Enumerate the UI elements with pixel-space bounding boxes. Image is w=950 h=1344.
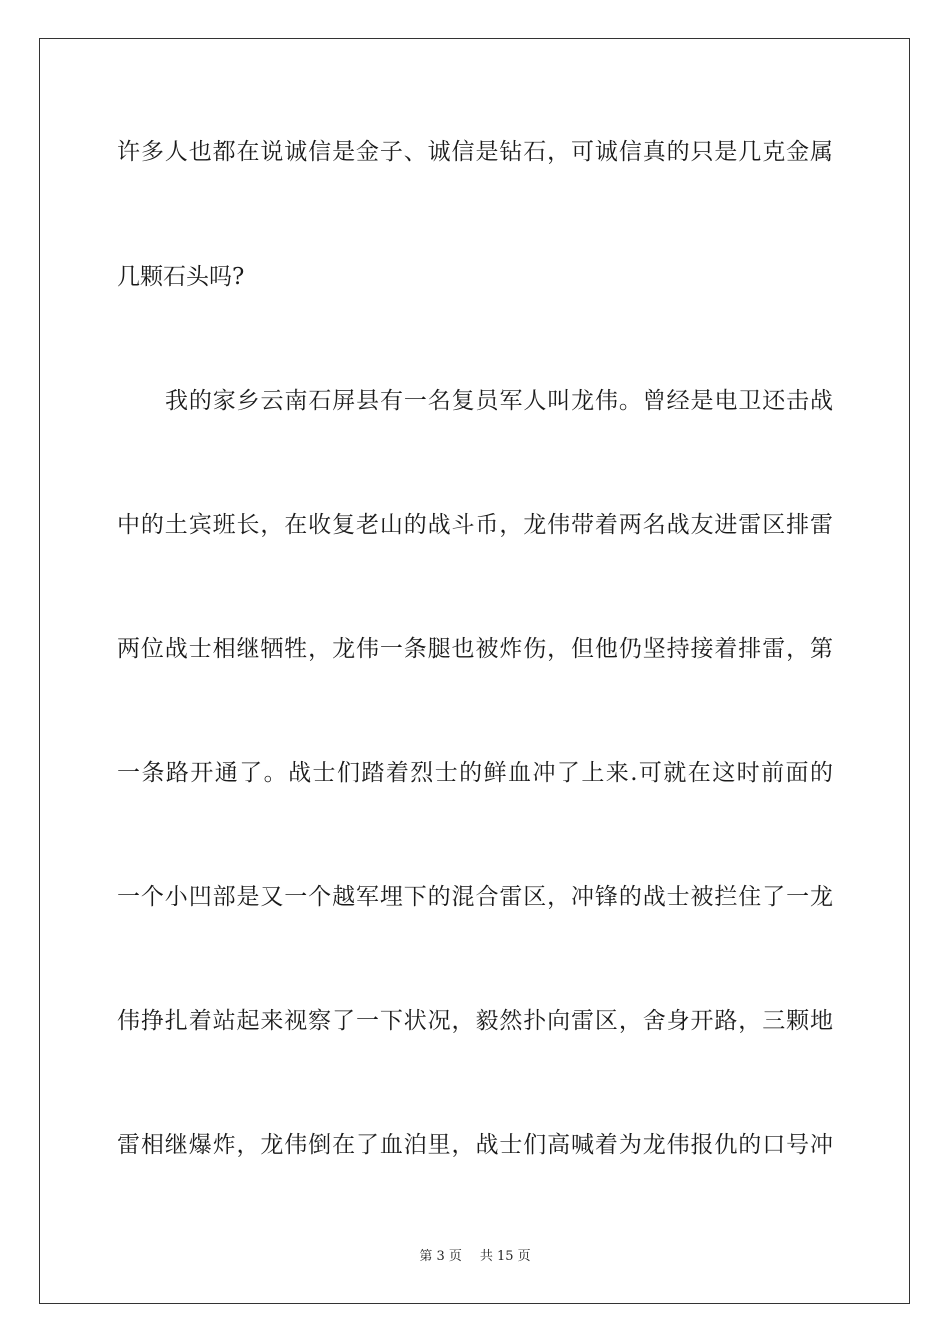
text-line-7: 一个小凹部是又一个越军埋下的混合雷区，冲锋的战士被拦住了一龙 [117,884,833,910]
page-footer [0,1248,950,1266]
text-line-9: 雷相继爆炸，龙伟倒在了血泊里，战士们高喊着为龙伟报仇的口号冲 [117,1132,833,1158]
page-border [39,38,910,1304]
page-number: 第 3 页 [419,1249,462,1264]
text-line-1: 许多人也都在说诚信是金子、诚信是钻石，可诚信真的只是几克金属 [117,139,833,165]
text-line-2: 几颗石头吗? [117,264,245,290]
text-line-3: 我的家乡云南石屏县有一名复员军人叫龙伟。曾经是电卫还击战 [165,388,833,414]
text-line-4: 中的土宾班长，在收复老山的战斗币，龙伟带着两名战友进雷区排雷 [117,512,833,538]
text-line-5: 两位战士相继牺牲，龙伟一条腿也被炸伤，但他仍坚持接着排雷，第 [117,636,833,662]
page-total: 共 15 页 [479,1249,531,1264]
text-line-6: 一条路开通了。战士们踏着烈士的鲜血冲了上来.可就在这时前面的 [117,760,833,786]
text-line-8: 伟挣扎着站起来视察了一下状况，毅然扑向雷区，舍身开路，三颗地 [117,1008,833,1034]
